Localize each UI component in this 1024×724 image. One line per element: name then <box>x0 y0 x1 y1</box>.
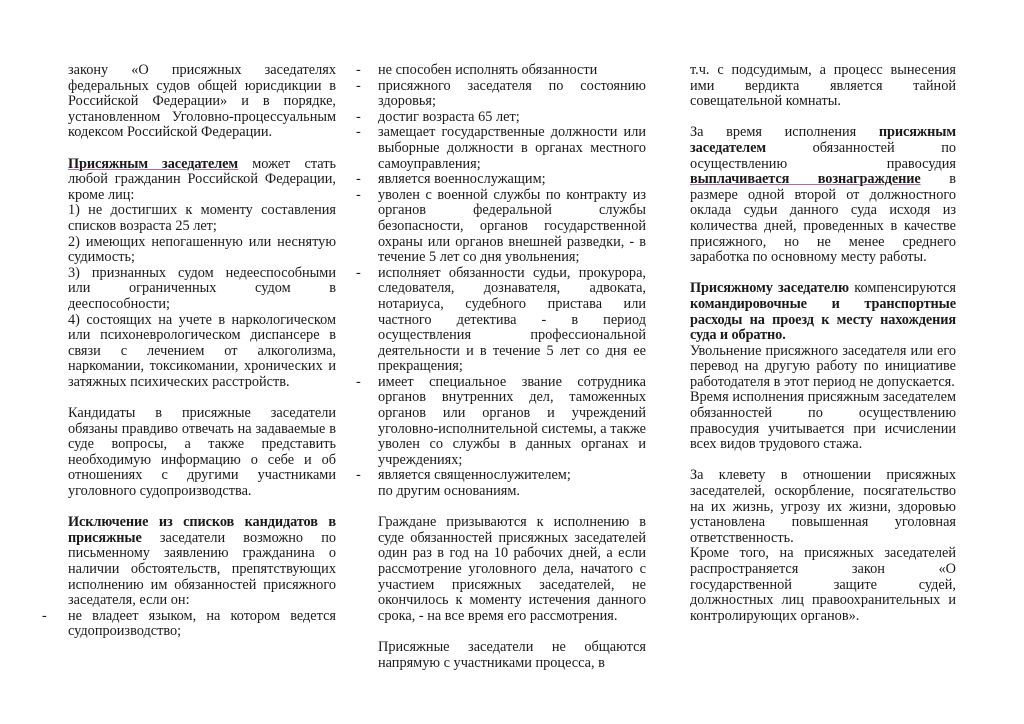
list-item-plain: по другим основаниям. <box>378 483 520 500</box>
list-item: - имеет специальное звание сотрудника органов внутренних дел, таможенных органов или органов и учреждений уголовно-исполнительной системы, а также уволен со службы в данных органах и учреждениях; <box>356 373 646 468</box>
exception-item: 3) признанных судом недееспособными или ограниченных судом в дееспособности; <box>68 264 336 312</box>
dash-bullet: - <box>356 108 361 125</box>
list-item: - присяжного заседателя по состоянию здоровья; <box>356 77 646 110</box>
column-middle <box>356 62 646 671</box>
exclusion-list <box>42 607 336 640</box>
list-item: - не владеет языком, на котором ведется судопроизводство; <box>42 607 336 640</box>
exclusion-list-continued <box>356 62 646 500</box>
compensation-paragraph: Присяжному заседателю компенсируются командировочные и транспортные расходы на проезд к месту нахождения суда и обратно. <box>690 280 956 344</box>
dash-bullet: - <box>356 124 361 141</box>
no-contact-paragraph: Присяжные заседатели не общаются напрямую с участниками процесса, в <box>378 638 646 671</box>
protection-paragraph: Кроме того, на присяжных заседателей распространяется закон «О государственной защите судей, должностных лиц правоохранительных и контролирующих органов». <box>690 545 956 624</box>
list-item: - исполняет обязанности судьи, прокурора, следователя, дознавателя, адвоката, нотариуса, судебного пристава или частного детектива - в период осуществления профессиональной деятельности и в течение 5 лет со дня ее прекращения; <box>356 264 646 375</box>
liability-paragraph: За клевету в отношении присяжных заседателей, оскорбление, посягательство на их жизнь, угрозу их жизни, здоровью установлена повышенная уголовная ответственность. <box>690 467 956 546</box>
column-right <box>690 63 956 624</box>
column-left <box>42 62 337 640</box>
exception-item: 1) не достигших к моменту составления списков возраста 25 лет; <box>68 202 336 234</box>
list-item: - уволен с военной службы по контракту из органов федеральной службы безопасности, органов государственной охраны или органов внешней разведки, - в течение 5 лет со дня увольнения; <box>356 186 646 266</box>
dash-bullet: - <box>42 607 47 624</box>
who-bold: Присяжным заседателем <box>68 155 239 172</box>
intro-paragraph: закону «О присяжных заседателях федеральных судов общей юрисдикции в Российской Федерации» и в порядке, установленном Уголовно-процессуальным кодексом Российской Федерации. <box>68 62 336 141</box>
exclusion-bold: Исключение из списков кандидатов в присяжные <box>68 514 336 546</box>
candidates-paragraph: Кандидаты в присяжные заседатели обязаны правдиво отвечать на задаваемые в суде вопросы, а также представить необходимую информацию о себе и об отношениях с другими участниками уголовного судопроизводства. <box>68 405 336 500</box>
who-text: может стать любой гражданин Российской Федерации, кроме лиц: <box>68 155 336 203</box>
dash-bullet: - <box>356 77 361 94</box>
dash-bullet: - <box>356 62 361 78</box>
exception-item: 2) имеющих непогашенную или неснятую судимость; <box>68 233 336 266</box>
dash-bullet: - <box>356 373 361 390</box>
citizens-paragraph: Граждане призываются к исполнению в суде обязанностей присяжных заседателей один раз в год на 10 рабочих дней, а если рассмотрение уголовного дела, начатого с участием присяжных заседателей, не окончилось к моменту истечения данного срока, - на все время его рассмотрения. <box>378 514 646 624</box>
dash-bullet: - <box>356 264 361 281</box>
dash-bullet: - <box>356 186 361 203</box>
exclusion-text: заседатели возможно по письменному заявлению гражданина о наличии обстоятельств, препятствующих исполнению им обязанностей присяжного заседателя, если он: <box>68 529 337 609</box>
service-time-paragraph: Время исполнения присяжным заседателем обязанностей по осуществлению правосудия учитывается при исчислении всех видов трудового стажа. <box>690 389 956 453</box>
who-can-be-juror-paragraph <box>68 157 336 204</box>
exclusion-paragraph <box>68 515 336 609</box>
list-item: - является священнослужителем; <box>356 467 571 484</box>
dash-bullet: - <box>356 171 361 188</box>
list-item: - является военнослужащим; <box>356 171 546 188</box>
list-item: - не способен исполнять обязанности <box>356 62 598 78</box>
list-item: - достиг возраста 65 лет; <box>356 108 520 125</box>
exception-item: 4) состоящих на учете в наркологическом или психоневрологическом диспансере в связи с лечением от алкоголизма, наркомании, токсикомании, хронических и затяжных психических расстройств. <box>68 311 336 390</box>
dash-bullet: - <box>356 467 361 484</box>
list-item: - замещает государственные должности или выборные должности в органах местного самоуправления; <box>356 124 646 172</box>
payment-paragraph: За время исполнения присяжным заседателем обязанностей по осуществлению правосудия выплачивается вознаграждение в размере одной второй от должностного оклада судьи данного суда исходя из количества дней, проведенных в качестве присяжного, но не менее среднего заработка по основному месту работы. <box>690 124 956 266</box>
continuation-paragraph: т.ч. с подсудимым, а процесс вынесения ими вердикта является тайной совещательной комнаты. <box>690 62 956 110</box>
dismissal-paragraph: Увольнение присяжного заседателя или его перевод на другую работу по инициативе работодателя в этот период не допускается. <box>690 342 956 390</box>
